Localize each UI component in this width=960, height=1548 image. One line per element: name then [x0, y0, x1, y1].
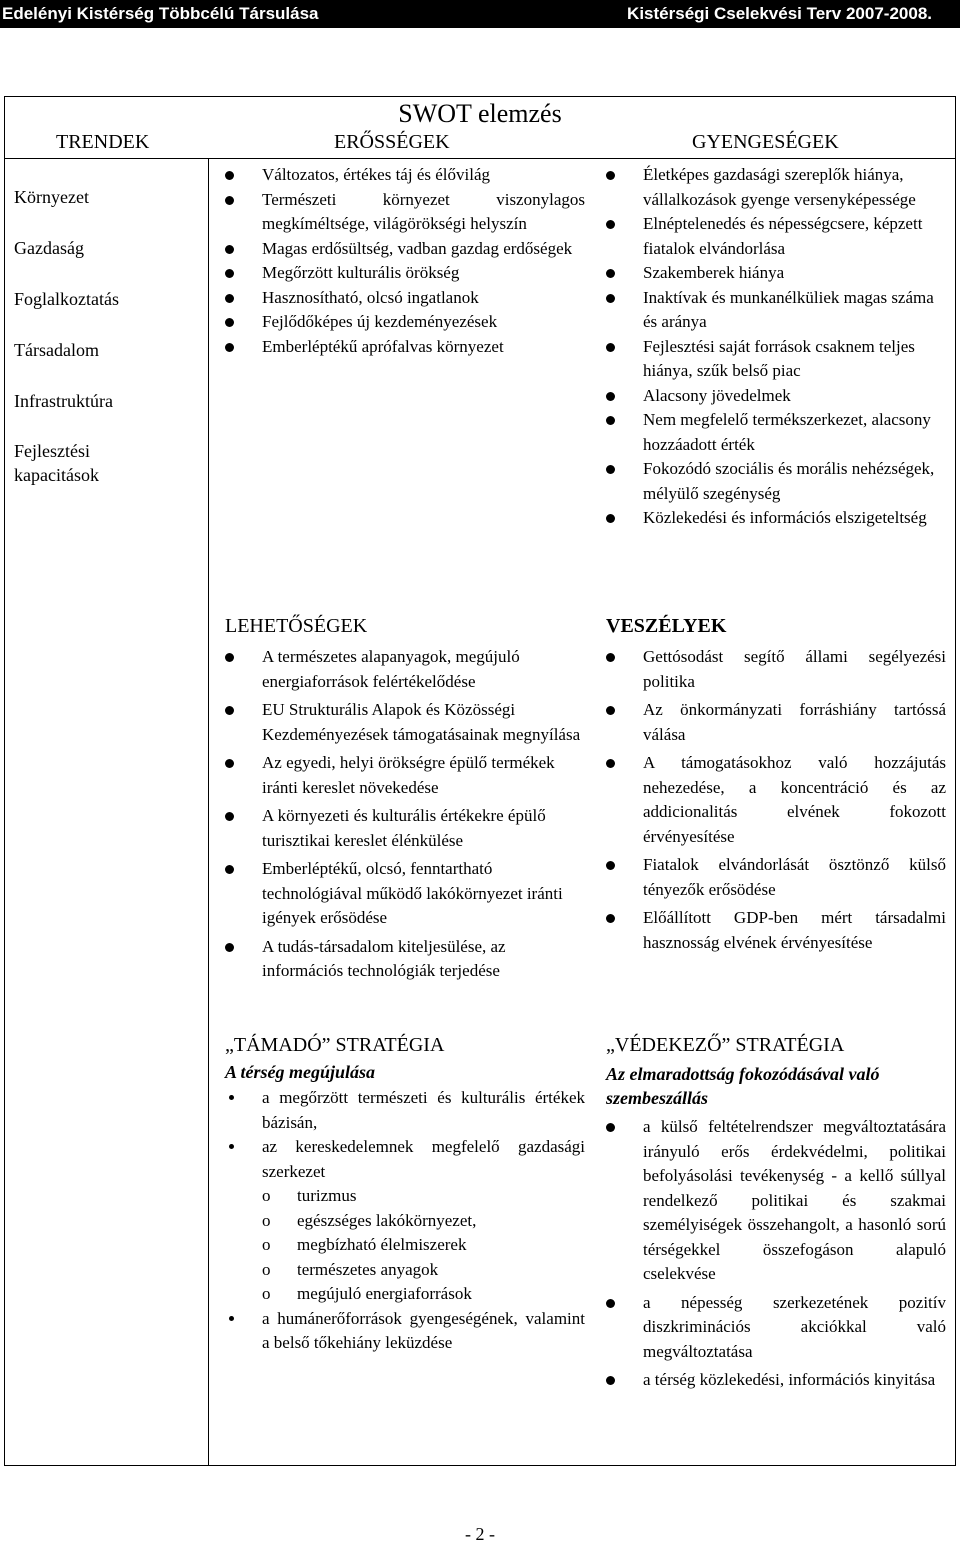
list-item: A tudás-társadalom kiteljesülése, az információs technológiák terjedése: [225, 935, 585, 984]
list-item: Gettósodást segítő állami segélyezési politika: [606, 645, 946, 694]
list-item: Megőrzött kulturális örökség: [225, 261, 585, 286]
list-item: Az önkormányzati forráshiány tartóssá válása: [606, 698, 946, 747]
sub-list-item: o megújuló energiaforrások: [262, 1282, 585, 1307]
list-item: Természeti környezet viszonylagos megkíméltsége, világörökségi helyszín: [225, 188, 585, 237]
trend-item: Fejlesztési kapacitások: [14, 441, 99, 485]
list-item: EU Strukturális Alapok és Közösségi Kezdeményezések támogatásainak megnyílása: [225, 698, 585, 747]
trend-item: Társadalom: [14, 340, 99, 360]
list-item: Elnéptelenedés és népességcsere, képzett fiatalok elvándorlása: [606, 212, 946, 261]
list-item: Fejlesztési saját források csaknem teljes hiánya, szűk belső piac: [606, 335, 946, 384]
sub-list-item: o megbízható élelmiszerek: [262, 1233, 585, 1258]
list-item: A környezeti és kulturális értékekre épülő turisztikai kereslet élénkülése: [225, 804, 585, 853]
trends-list: [14, 184, 124, 499]
sub-list-item: o természetes anyagok: [262, 1258, 585, 1283]
trend-item: Környezet: [14, 187, 89, 207]
defense-strategy-list: [606, 1115, 946, 1397]
trend-item: Foglalkoztatás: [14, 289, 119, 309]
list-item: Inaktívak és munkanélküliek magas száma és aránya: [606, 286, 946, 335]
list-item: Emberléptékű aprófalvas környezet: [225, 335, 585, 360]
sub-list-item: o turizmus: [262, 1184, 585, 1209]
defense-strategy-subtitle: Az elmaradottság fokozódásával való szembeszállás: [606, 1064, 880, 1108]
list-item: Fiatalok elvándorlását ösztönző külső tényezők erősödése: [606, 853, 946, 902]
list-item: Hasznosítható, olcsó ingatlanok: [225, 286, 585, 311]
sub-list-item: o egészséges lakókörnyezet,: [262, 1209, 585, 1234]
page-header: [0, 0, 960, 28]
list-item: Magas erdősültség, vadban gazdag erdőségek: [225, 237, 585, 262]
attack-strategy-title: „TÁMADÓ” STRATÉGIA: [225, 1034, 445, 1056]
trend-item: Infrastruktúra: [14, 391, 113, 411]
threats-list: [606, 645, 946, 959]
list-item: Változatos, értékes táj és élővilág: [225, 163, 585, 188]
threats-title: VESZÉLYEK: [606, 615, 727, 637]
list-item: a humánerőforrások gyengeségének, valamint a belső tőkehiány leküzdése: [225, 1307, 585, 1356]
list-item: a külső feltételrendszer megváltoztatására irányuló erős érdekvédelmi, politikai befolyásolási tevékenység - a kellő súllyal rendelkező politikai és szakmai személyiségek összehangolt, a hasonló sorú térségekkel összefogáson alapuló cselekvése: [606, 1115, 946, 1287]
attack-strategy-subtitle: A térség megújulása: [225, 1062, 376, 1082]
opportunities-list: [225, 645, 585, 988]
list-item: Alacsony jövedelmek: [606, 384, 946, 409]
opportunities-title: LEHETŐSÉGEK: [225, 615, 368, 637]
list-item: A támogatásokhoz való hozzájutás nehezedése, a koncentráció és az addicionalitás elvének fokozott érvényesítése: [606, 751, 946, 849]
list-item: a megőrzött természeti és kulturális értékek bázisán,: [225, 1086, 585, 1135]
list-item: Előállított GDP-ben mért társadalmi hasznosság elvének érvényesítése: [606, 906, 946, 955]
defense-strategy-title: „VÉDEKEZŐ” STRATÉGIA: [606, 1034, 845, 1056]
list-item: Fejlődőképes új kezdeményezések: [225, 310, 585, 335]
col-weaknesses: GYENGESÉGEK: [692, 131, 839, 153]
swot-title: SWOT elemzés: [398, 99, 562, 128]
strengths-list: [225, 163, 585, 359]
col-trends: TRENDEK: [56, 131, 150, 153]
list-item: [225, 1135, 585, 1307]
list-item: Az egyedi, helyi örökségre épülő termékek iránti kereslet növekedése: [225, 751, 585, 800]
header-left: Edelényi Kistérség Többcélú Társulása: [2, 4, 319, 23]
col-strengths: ERŐSSÉGEK: [334, 131, 450, 153]
list-item: Fokozódó szociális és morális nehézségek, mélyülő szegénység: [606, 457, 946, 506]
weaknesses-list: [606, 163, 946, 531]
page-number: - 2 -: [465, 1524, 495, 1544]
list-item: A természetes alapanyagok, megújuló energiaforrások felértékelődése: [225, 645, 585, 694]
column-divider: [208, 158, 209, 1466]
list-item-text: az kereskedelemnek megfelelő gazdasági szerkezet: [262, 1137, 585, 1181]
table-divider: [4, 158, 956, 159]
list-item: Emberléptékű, olcsó, fenntartható technológiával működő lakókörnyezet iránti igények erősödése: [225, 857, 585, 931]
list-item: Közlekedési és információs elszigeteltség: [606, 506, 946, 531]
attack-strategy-list: [225, 1086, 585, 1356]
trend-item: Gazdaság: [14, 238, 84, 258]
header-right: Kistérségi Cselekvési Terv 2007-2008.: [627, 4, 932, 23]
list-item: Szakemberek hiánya: [606, 261, 946, 286]
list-item: a térség közlekedési, információs kinyitása: [606, 1368, 946, 1393]
list-item: Életképes gazdasági szereplők hiánya, vállalkozások gyenge versenyképessége: [606, 163, 946, 212]
list-item: a népesség szerkezetének pozitív diszkriminációs akciókkal való megváltoztatása: [606, 1291, 946, 1365]
sub-list: [262, 1184, 585, 1307]
list-item: Nem megfelelő termékszerkezet, alacsony hozzáadott érték: [606, 408, 946, 457]
